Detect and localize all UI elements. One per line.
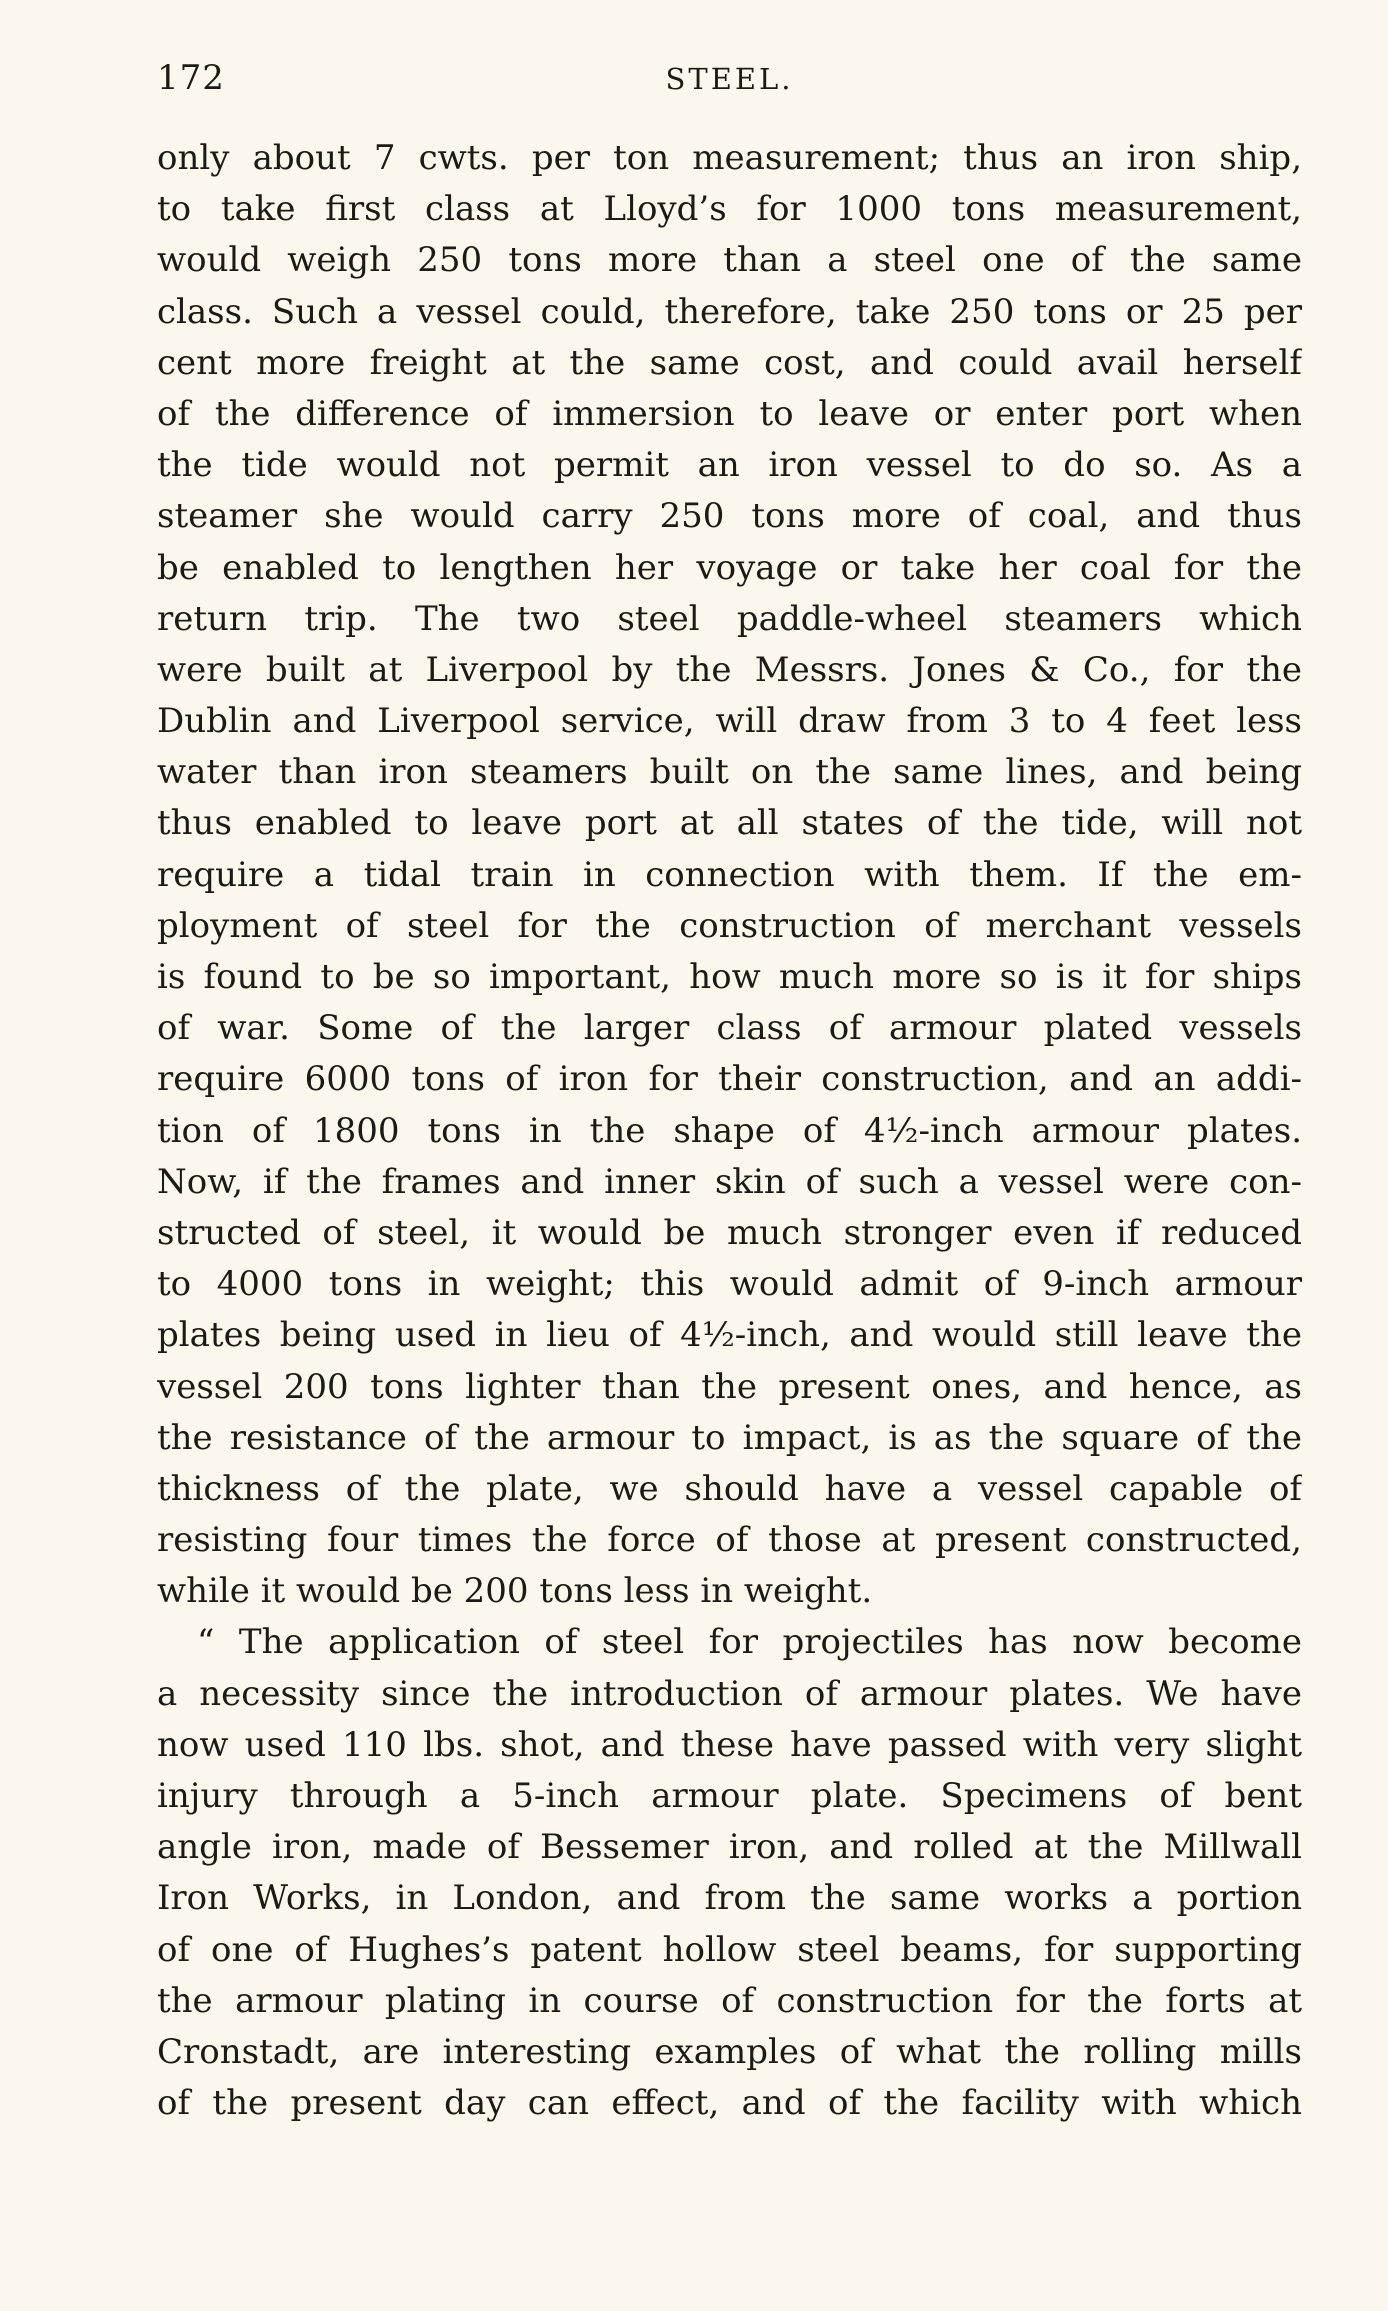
text-line: to take first class at Lloyd’s for 1000 tons measurement, (157, 189, 1302, 230)
text-line: require 6000 tons of iron for their construction, and an addi- (157, 1059, 1302, 1100)
text-line: were built at Liverpool by the Messrs. Jones & Co., for the (157, 649, 1302, 690)
text-line: injury through a 5-inch armour plate. Specimens of bent (157, 1776, 1302, 1816)
text-line: plates being used in lieu of 4½-inch, and would still leave the (157, 1315, 1302, 1356)
text-line: require a tidal train in connection with them. If the em- (157, 854, 1302, 895)
text-line: thus enabled to leave port at all states of the tide, will not (157, 803, 1302, 844)
text-line: tion of 1800 tons in the shape of 4½-inch armour plates. (157, 1110, 1302, 1151)
text-line: Iron Works, in London, and from the same works a portion (157, 1878, 1302, 1919)
text-line: class. Such a vessel could, therefore, take 250 tons or 25 per (157, 291, 1302, 332)
text-line: the tide would not permit an iron vessel to do so. As a (157, 445, 1302, 486)
text-line-paragraph-start: “ The application of steel for projectiles has now become (197, 1622, 1302, 1663)
text-line: of one of Hughes’s patent hollow steel beams, for supporting (157, 1929, 1302, 1970)
text-line: cent more freight at the same cost, and could avail herself (157, 342, 1302, 383)
text-line: the armour plating in course of construction for the forts at (157, 1980, 1302, 2021)
text-line: return trip. The two steel paddle-wheel steamers which (157, 598, 1302, 639)
text-line: would weigh 250 tons more than a steel one of the same (157, 240, 1302, 281)
text-line: structed of steel, it would be much stronger even if reduced (157, 1212, 1302, 1253)
text-line: water than iron steamers built on the same lines, and being (157, 752, 1302, 793)
text-line: of war. Some of the larger class of armour plated vessels (157, 1008, 1302, 1049)
text-line: only about 7 cwts. per ton measurement; thus an iron ship, (157, 138, 1302, 178)
text-line: now used 110 lbs. shot, and these have passed with very slight (157, 1724, 1302, 1765)
text-line: vessel 200 tons lighter than the present ones, and hence, as (157, 1366, 1302, 1407)
text-line: steamer she would carry 250 tons more of coal, and thus (157, 496, 1302, 537)
text-line: ployment of steel for the construction of merchant vessels (157, 905, 1302, 946)
text-line: of the difference of immersion to leave or enter port when (157, 393, 1302, 434)
text-line: to 4000 tons in weight; this would admit of 9-inch armour (157, 1264, 1302, 1305)
text-line: is found to be so important, how much more so is it for ships (157, 957, 1302, 997)
text-line: Now, if the frames and inner skin of such a vessel were con- (157, 1161, 1302, 1202)
running-title: STEEL. (665, 62, 794, 96)
text-line: of the present day can effect, and of the facility with which (157, 2083, 1302, 2124)
text-line: be enabled to lengthen her voyage or take her coal for the (157, 547, 1302, 588)
text-line: resisting four times the force of those at present constructed, (157, 1520, 1302, 1561)
page-number: 172 (157, 58, 225, 98)
text-line: the resistance of the armour to impact, is as the square of the (157, 1417, 1302, 1458)
running-head (157, 58, 1302, 108)
text-line: thickness of the plate, we should have a vessel capable of (157, 1468, 1302, 1509)
text-line: Dublin and Liverpool service, will draw from 3 to 4 feet less (157, 701, 1302, 742)
text-line: a necessity since the introduction of armour plates. We have (157, 1673, 1302, 1714)
text-line: angle iron, made of Bessemer iron, and rolled at the Millwall (157, 1827, 1302, 1868)
body-text (157, 133, 1302, 2129)
text-line-paragraph-end: while it would be 200 tons less in weight. (157, 1571, 873, 1612)
text-line: Cronstadt, are interesting examples of what the rolling mills (157, 2031, 1302, 2072)
